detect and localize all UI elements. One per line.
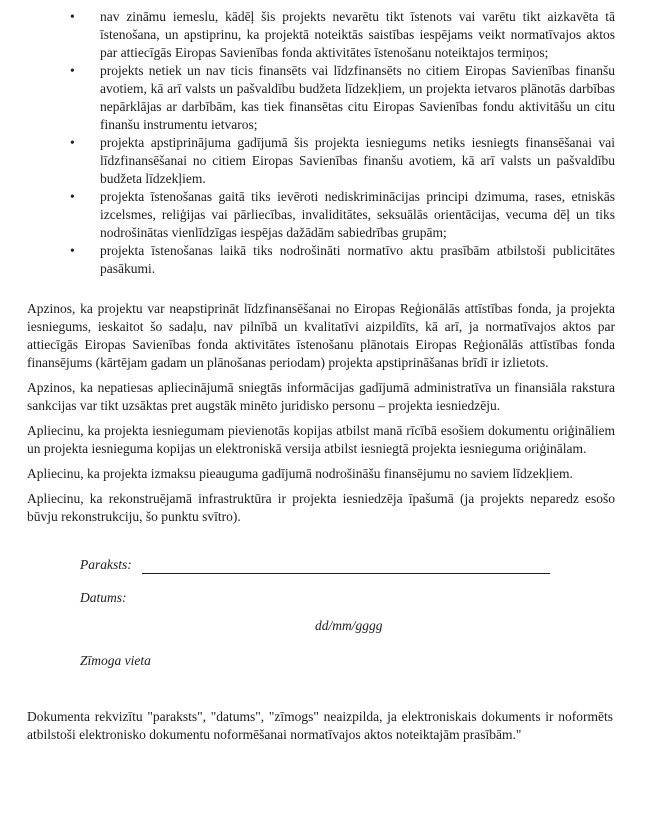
bullet-item-1: • nav zināmu iemeslu, kādēļ šis projekts nevarētu tikt īstenots vai varētu tikt aizkavēta tā īstenošana, un apstiprinu, ka projektā noteiktās saistības iespējams veikt normatīvajos aktos par attiecīgās Eiropas Savienības fonda aktivitātes īstenošanu noteiktajos termiņos; <box>100 8 615 62</box>
date-label: Datums: <box>80 590 127 605</box>
paragraph-apliecinu-2: Apliecinu, ka projekta izmaksu pieauguma gadījumā nodrošināšu finansējumu no saviem līdzekļiem. <box>27 466 573 481</box>
stamp-place-label: Zīmoga vieta <box>80 653 151 668</box>
signature-block <box>80 556 645 670</box>
bullet-item-4: • projekta īstenošanas gaitā tiks ievēroti nediskriminācijas principi dzimuma, rases, etniskās izcelsmes, reliģijas vai pārliecības, invaliditātes, seksuālās orientācijas, vecuma dēļ un tiks nodrošinātas vienlīdzīgas iespējas dažādām sabiedrības grupām; <box>100 188 615 242</box>
paragraph-apzinos-2: Apzinos, ka nepatiesas apliecinājumā sniegtās informācijas gadījumā administratīva un finansiāla rakstura sankcijas var tikt uzsāktas pret augstāk minēto juridisko personu – projekta iesniedzēju. <box>27 380 615 413</box>
signature-line[interactable] <box>142 557 550 574</box>
paragraph-apzinos-1: Apzinos, ka projektu var neapstiprināt līdzfinansēšanai no Eiropas Reģionālās attīstības fonda, ja projekta iesniegums, ieskaitot šo sadaļu, nav pilnībā un kvalitatīvi aizpildīts, kā arī, ja normatīvajos aktos par attiecīgās Eiropas Savienības fonda aktivitātes īstenošanu plānotais Eiropas Reģionālās attīstības fonda finansējums (kārtējam gadam un plānošanas periodam) projekta apstiprināšanas brīdī ir izlietots. <box>27 301 615 370</box>
paragraph-apliecinu-1: Apliecinu, ka projekta iesniegumam pievienotās kopijas atbilst manā rīcībā esošiem dokumentu oriģināliem un projekta iesnieguma kopijas un elektroniskā versija atbilst iesniegtā projekta iesnieguma oriģinālam. <box>27 423 615 456</box>
signature-label: Paraksts: <box>80 557 132 572</box>
bullet-item-2: • projekts netiek un nav ticis finansēts vai līdzfinansēts no citiem Eiropas Savienības finanšu avotiem, kā arī valsts un pašvaldību budžeta līdzekļiem, un projekta ietvaros plānotās darbības nepārklājas ar darbībām, kas tiek finansētas citu Eiropas Savienības fondu aktivitāšu un citu finanšu instrumentu ietvaros; <box>100 62 615 134</box>
signature-row <box>80 556 645 574</box>
bullet-item-5: • projekta īstenošanas laikā tiks nodrošināti normatīvo aktu prasībām atbilstoši publicitātes pasākumi. <box>100 242 615 278</box>
declaration-bullet-list <box>0 8 615 278</box>
date-row <box>80 589 645 607</box>
bullet-item-3: • projekta apstiprinājuma gadījumā šis projekta iesniegums netiks iesniegts finansēšanai vai līdzfinansēšanai no citiem Eiropas Savienības finanšu avotiem, kā arī valsts un pašvaldību budžeta līdzekļiem. <box>100 134 615 188</box>
paragraph-apliecinu-3: Apliecinu, ka rekonstruējamā infrastruktūra ir projekta iesniedzēja īpašumā (ja projekts neparedz esošo būvju rekonstrukciju, šo punktu svītro). <box>27 491 615 524</box>
footer-note: Dokumenta rekvizītu "paraksts", "datums", "zīmogs" neaizpilda, ja elektroniskais dokuments ir noformēts atbilstoši elektronisko dokumentu noformēšanai normatīvajos aktos noteiktajām prasībām." <box>27 709 613 742</box>
date-format-hint: dd/mm/gggg <box>315 618 383 633</box>
